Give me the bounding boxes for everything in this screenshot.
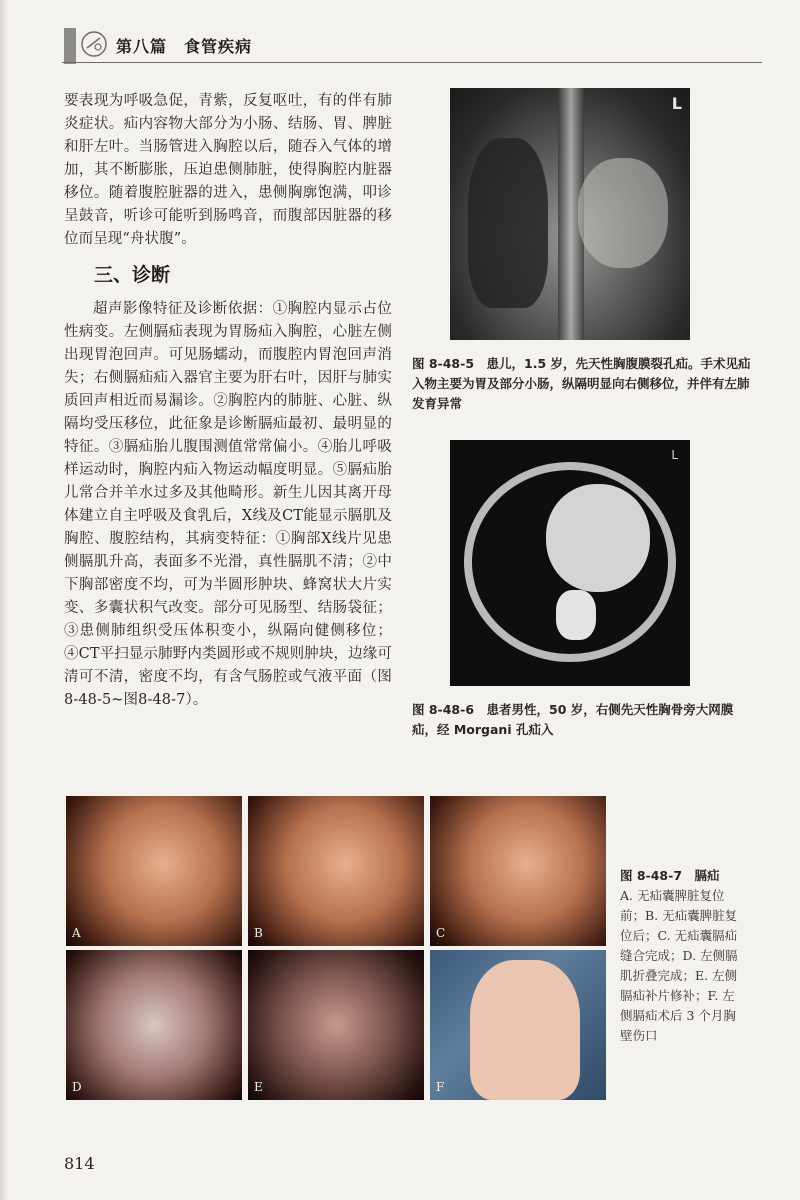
infant-body — [470, 960, 580, 1100]
chapter-header-title: 第八篇 食管疾病 — [116, 37, 253, 56]
figure-8-48-7-photo-e — [248, 950, 424, 1100]
figure-8-48-7-title: 图 8-48-7 膈疝 — [620, 868, 720, 883]
figure-8-48-7-photo-f — [430, 950, 606, 1100]
xray-lung-shadow — [468, 138, 548, 308]
figure-8-48-7-photo-d — [66, 950, 242, 1100]
figure-8-48-7-photo-b — [248, 796, 424, 946]
ct-vertebra — [556, 590, 596, 640]
stethoscope-emblem-icon — [80, 30, 108, 58]
figure-8-48-5-caption: 图 8-48-5 患儿，1.5 岁，先天性胸腹膜裂孔疝。手术见疝入物主要为胃及部分小肠，纵隔明显向右侧移位，并伴有左肺发育异常 — [412, 356, 751, 411]
photo-label-a: A — [72, 926, 81, 940]
figure-8-48-7-description: A. 无疝囊脾脏复位前；B. 无疝囊脾脏复位后；C. 无疝囊膈疝缝合完成；D. 左侧膈肌折叠完成；E. 左侧膈疝补片修补；F. 左侧膈疝术后 3 个月胸壁伤口 — [620, 888, 738, 1043]
figure-8-48-7-caption — [620, 866, 740, 1046]
figure-8-48-5-xray-image — [450, 88, 690, 340]
photo-label-e: E — [254, 1080, 263, 1094]
page-gutter-shadow — [0, 0, 8, 1200]
figure-8-48-6-caption: 图 8-48-6 患者男性，50 岁，右侧先天性胸骨旁大网膜疝，经 Morgani 孔疝入 — [412, 702, 734, 737]
photo-label-f: F — [436, 1080, 445, 1094]
figure-8-48-7-photo-c — [430, 796, 606, 946]
photo-label-b: B — [254, 926, 263, 940]
figure-8-48-7-photo-a — [66, 796, 242, 946]
page-number: 814 — [64, 1154, 95, 1173]
body-paragraph-2: 超声影像特征及诊断依据：①胸腔内显示占位性病变。左侧膈疝表现为胃肠疝入胸腔，心脏左侧出现胃泡回声。可见肠蠕动，而腹腔内胃泡回声消失；右侧膈疝疝入器官主要为肝右叶，因肝与肺实质回声相近而易漏诊。②胸腔内的肺脏、心脏、纵隔均受压移位，此征象是诊断膈疝最初、最明显的特征。③膈疝胎儿腹围测值常常偏小。④胎儿呼吸样运动时，胸腔内疝入物运动幅度明显。⑤膈疝胎儿常合并羊水过多及其他畸形。新生儿因其离开母体建立自主呼吸及食乳后，X线及CT能显示膈肌及胸腔、腹腔结构，其病变特征：①胸部X线片见患侧膈肌升高，表面多不光滑，真性膈肌不清；②中下胸部密度不均，可为半圆形肿块、蜂窝状大片实变、多囊状积气改变。部分可见肠型、结肠袋征；③患侧肺组织受压体积变小，纵隔向健侧移位；④CT平扫显示肺野内类圆形或不规则肿块，边缘可清可不清，密度不均，有含气肠腔或气液平面（图8-48-5~图8-48-7）。 — [64, 301, 392, 708]
photo-label-d: D — [72, 1080, 82, 1094]
header-bar — [64, 28, 76, 64]
figure-8-48-6-ct-image — [450, 440, 690, 686]
xray-heart-shadow — [578, 158, 668, 268]
photo-label-c: C — [436, 926, 446, 940]
header-rule — [62, 62, 762, 63]
ct-side-marker: L — [671, 448, 678, 462]
section-heading: 三、诊断 — [94, 264, 171, 286]
body-paragraph-1: 要表现为呼吸急促，青紫，反复呕吐，有的伴有肺炎症状。疝内容物大部分为小肠、结肠、胃、脾脏和肝左叶。当肠管进入胸腔以后，随吞入气体的增加，其不断膨胀，压迫患侧肺脏，使得胸腔内脏器移位。随着腹腔脏器的进入，患侧胸廓饱满，叩诊呈鼓音，听诊可能听到肠鸣音，而腹部因脏器的移位而呈现“舟状腹”。 — [64, 93, 392, 247]
xray-side-marker: L — [671, 94, 682, 113]
ct-heart — [546, 484, 650, 592]
